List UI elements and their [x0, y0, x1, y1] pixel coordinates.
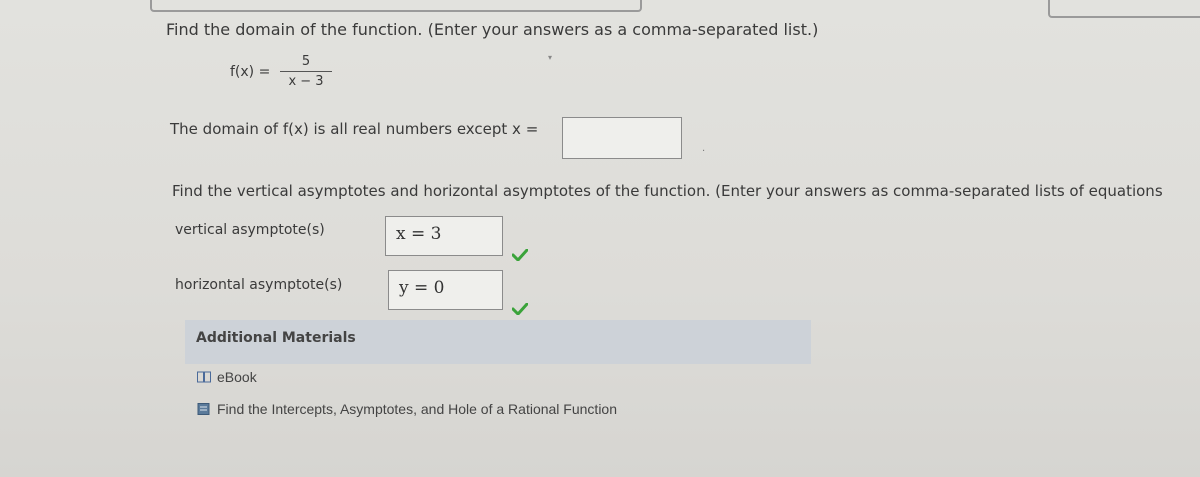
- previous-answer-box: [150, 0, 642, 12]
- document-icon: [197, 403, 211, 415]
- resource-label: Find the Intercepts, Asymptotes, and Hole of a Rational Function: [217, 401, 617, 417]
- function-fraction: [280, 54, 332, 89]
- notes-button[interactable]: [1048, 0, 1200, 18]
- horizontal-asymptote-input[interactable]: y = 0: [388, 270, 503, 310]
- book-icon: [197, 371, 211, 383]
- domain-statement: The domain of f(x) is all real numbers except x =: [170, 120, 539, 138]
- fraction-bar: [280, 71, 332, 72]
- additional-materials-title: Additional Materials: [196, 330, 356, 346]
- fraction-denominator: x − 3: [288, 74, 324, 89]
- check-icon: [512, 249, 528, 261]
- resource-link[interactable]: [197, 401, 617, 417]
- check-icon: [512, 303, 528, 315]
- horizontal-asymptote-label: horizontal asymptote(s): [175, 277, 343, 293]
- fraction-numerator: 5: [301, 54, 311, 69]
- asymptotes-prompt: Find the vertical asymptotes and horizontal asymptotes of the function. (Enter your answers as comma-separated lists of equations: [172, 182, 1163, 200]
- additional-materials-header: [185, 320, 811, 364]
- vertical-asymptote-input[interactable]: x = 3: [385, 216, 503, 256]
- function-label: f(x) =: [230, 64, 271, 80]
- vertical-asymptote-label: vertical asymptote(s): [175, 222, 325, 238]
- cursor-icon: ▾: [548, 53, 553, 62]
- domain-input[interactable]: [562, 117, 682, 159]
- ebook-label: eBook: [217, 369, 257, 385]
- ebook-link[interactable]: [197, 369, 257, 385]
- domain-prompt: Find the domain of the function. (Enter your answers as a comma-separated list.): [166, 20, 819, 39]
- period-mark: .: [702, 143, 706, 154]
